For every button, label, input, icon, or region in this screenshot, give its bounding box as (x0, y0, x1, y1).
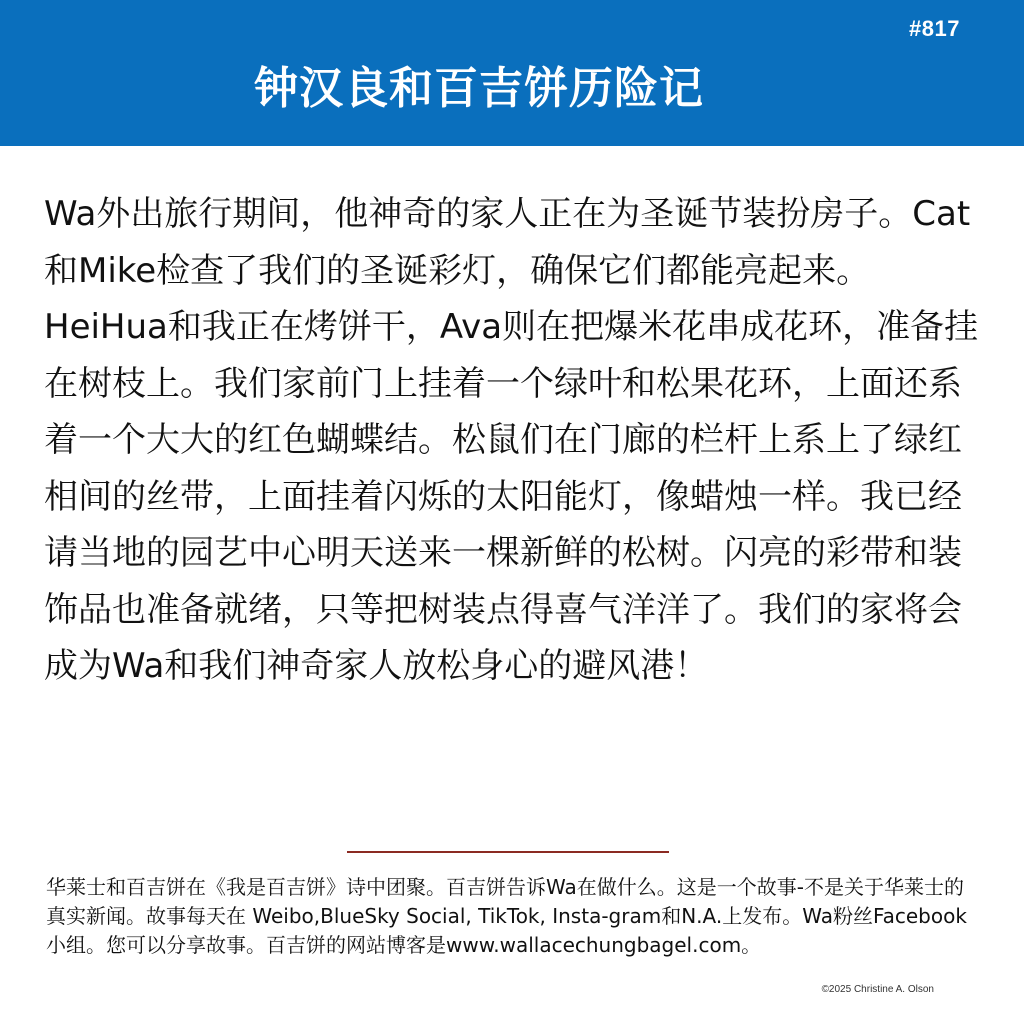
footer-note: 华莱士和百吉饼在《我是百吉饼》诗中团聚。百吉饼告诉Wa在做什么。这是一个故事-不是关于华莱士的真实新闻。故事每天在 Weibo,BlueSky Social, TikTok, Insta-gram和N.A.上发布。Wa粉丝Facebook小组。您可以分享故事。百吉饼的网站博客是www.wallacechungbagel.com。 (46, 875, 967, 957)
page-title: 钟汉良和百吉饼历险记 (254, 63, 704, 114)
story-text: Wa外出旅行期间，他神奇的家人正在为圣诞节装扮房子。Cat和Mike检查了我们的圣诞彩灯，确保它们都能亮起来。HeiHua和我正在烤饼干，Ava则在把爆米花串成花环，准备挂在树枝上。我们家前门上挂着一个绿叶和松果花环，上面还系着一个大大的红色蝴蝶结。松鼠们在门廊的栏杆上系上了绿红相间的丝带，上面挂着闪烁的太阳能灯，像蜡烛一样。我已经请当地的园艺中心明天送来一棵新鲜的松树。闪亮的彩带和装饰品也准备就绪，只等把树装点得喜气洋洋了。我们的家将会成为Wa和我们神奇家人放松身心的避风港！ (44, 194, 979, 686)
copyright-notice: ©2025 Christine A. Olson (821, 984, 934, 995)
header-banner (0, 0, 1024, 146)
divider-line (347, 851, 669, 853)
episode-number: #817 (909, 16, 960, 41)
